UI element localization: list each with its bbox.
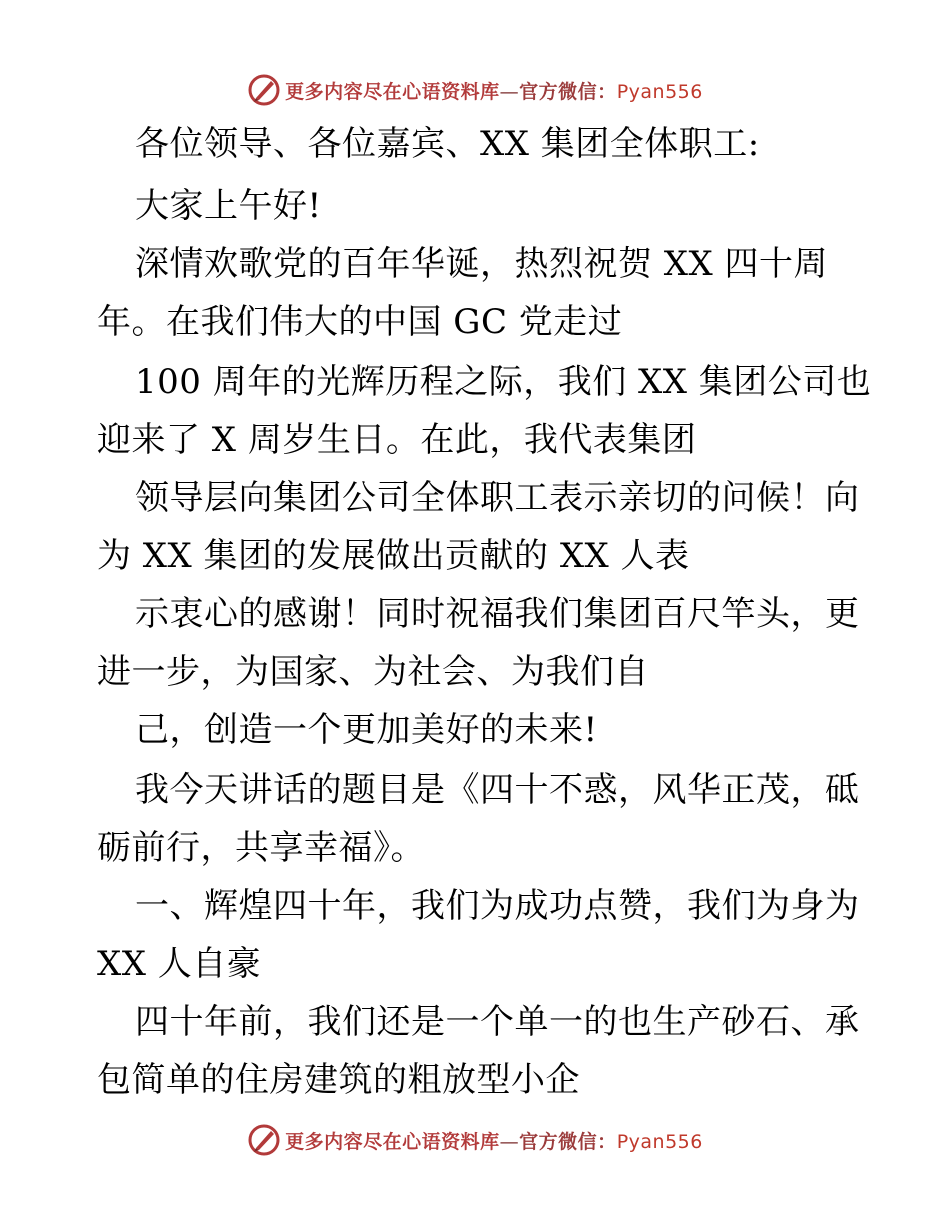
body-line-2: 大家上午好!: [135, 186, 322, 226]
header-banner-text: [285, 77, 703, 104]
body-line-16: 四十年前，我们还是一个单一的也生产砂石、承: [135, 1002, 860, 1042]
header-account: Pyan556: [616, 80, 703, 103]
pen-logo-icon: [247, 73, 281, 107]
body-line-15: XX 人自豪: [97, 944, 262, 984]
body-line-6: 迎来了 X 周岁生日。在此，我代表集团: [97, 420, 697, 460]
header-banner: [0, 70, 950, 110]
footer-account: Pyan556: [616, 1130, 703, 1153]
footer-prefix: 更多内容尽在心语资料库: [285, 1130, 500, 1153]
body-line-7: 领导层向集团公司全体职工表示亲切的问候！向: [135, 478, 860, 518]
footer-dash: —: [499, 1130, 520, 1153]
body-line-9: 示衷心的感谢！同时祝福我们集团百尺竿头，更: [135, 594, 860, 634]
body-line-1: 各位领导、各位嘉宾、XX 集团全体职工:: [135, 124, 760, 164]
body-line-3: 深情欢歌党的百年华诞，热烈祝贺 XX 四十周: [135, 244, 829, 284]
header-dash: —: [499, 80, 520, 103]
body-line-5: 100 周年的光辉历程之际，我们 XX 集团公司也: [135, 362, 872, 402]
body-line-11: 己，创造一个更加美好的未来!: [135, 710, 598, 750]
footer-banner-text: [285, 1127, 703, 1154]
body-line-13: 砺前行，共享幸福》。: [97, 828, 425, 868]
header-label: 官方微信：: [519, 80, 617, 103]
body-line-17: 包简单的住房建筑的粗放型小企: [97, 1060, 580, 1100]
pen-logo-icon: [247, 1123, 281, 1157]
header-prefix: 更多内容尽在心语资料库: [285, 80, 500, 103]
body-line-8: 为 XX 集团的发展做出贡献的 XX 人表: [97, 536, 690, 576]
body-line-12: 我今天讲话的题目是《四十不惑，风华正茂，砥: [135, 770, 860, 810]
body-line-10: 进一步，为国家、为社会、为我们自: [97, 652, 649, 692]
footer-label: 官方微信：: [519, 1130, 617, 1153]
body-line-14: 一、辉煌四十年，我们为成功点赞，我们为身为: [135, 886, 860, 926]
footer-banner: [0, 1120, 950, 1160]
body-line-4: 年。在我们伟大的中国 GC 党走过: [97, 302, 623, 342]
